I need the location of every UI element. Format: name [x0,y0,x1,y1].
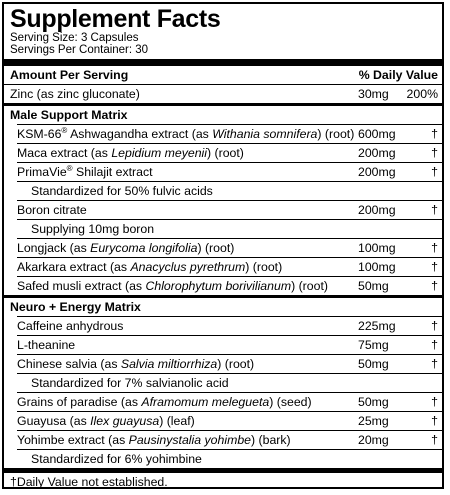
ingredient-amount: 25mg [358,414,389,428]
ingredient-name [17,393,312,411]
ingredient-name [17,258,282,276]
ingredient-amount: 100mg [358,241,396,255]
standardization-text: Supplying 10mg boron [31,222,155,236]
serving-size: Serving Size: 3 Capsules [10,32,139,44]
name-text: Maca extract (as [17,146,112,160]
ingredient-name [17,336,75,354]
ingredient-name [17,355,254,373]
neuro-matrix-title-row [4,298,442,316]
ingredient-row [4,317,442,335]
ingredient-row [4,355,442,373]
zinc-row [4,85,442,103]
plant-part: ) (leaf) [159,414,195,428]
ingredient-dv: † [431,146,438,160]
botanical-name: Lepidium meyenii [111,146,208,160]
ingredient-dv: † [431,338,438,352]
column-header-row [4,66,442,84]
botanical-name: Pausinystalia yohimbe [128,433,251,447]
botanical-name: Salvia miltiorrhiza [120,357,218,371]
ingredient-row [4,336,442,354]
standardization-row [4,220,442,238]
ingredient-dv: † [431,241,438,255]
ingredient-row [4,125,442,143]
name-text: Caffeine anhydrous [17,319,124,333]
plant-part: ) (root) [291,279,328,293]
plant-part: ) (root) [317,127,355,141]
name-text: Boron citrate [17,203,87,217]
ingredient-dv: † [431,127,438,141]
name-text: Grains of paradise (as [17,395,142,409]
ingredient-name [17,125,354,143]
daily-value-label: % Daily Value [358,68,438,82]
ingredient-dv: † [431,433,438,447]
ingredient-name [17,144,244,162]
footnote: †Daily Value not established. [10,475,168,489]
ingredient-name [17,277,328,295]
ingredient-dv: † [431,319,438,333]
plant-part: ) (root) [207,146,244,160]
ingredient-dv: † [431,260,438,274]
ingredient-amount: 50mg [358,279,389,293]
standardization-row [4,374,442,392]
plant-part: ) (bark) [251,433,291,447]
ingredient-row [4,258,442,276]
ingredient-row [4,163,442,181]
neuro-matrix-items [4,316,442,468]
supplement-facts-panel [2,2,444,489]
amount-per-serving-label: Amount Per Serving [10,68,129,82]
botanical-name: Aframomum melegueta [141,395,270,409]
matrix-title: Male Support Matrix [10,108,128,122]
plant-part: ) (seed) [269,395,312,409]
botanical-name: Chlorophytum borivilianum [145,279,292,293]
ingredient-name [17,239,234,257]
name-text: Akarkara extract (as [17,260,131,274]
plant-part: ) (root) [217,357,255,371]
name-text: Yohimbe extract (as [17,433,129,447]
ingredient-row [4,277,442,295]
name-text: L-theanine [17,338,76,352]
ingredient-amount: 75mg [358,338,389,352]
botanical-name: Eurycoma longifolia [90,241,198,255]
ingredient-name [17,163,153,181]
ingredient-row [4,393,442,411]
nutrient-name: Zinc (as zinc gluconate) [10,87,140,101]
ingredient-name [17,431,291,449]
matrix-title: Neuro + Energy Matrix [10,300,141,314]
ingredient-amount: 200mg [358,165,396,179]
ingredient-row [4,412,442,430]
ingredient-amount: 200mg [358,203,396,217]
ingredient-amount: 200mg [358,146,396,160]
standardization-text: Standardized for 7% salvianolic acid [31,376,229,390]
ingredient-name [17,412,195,430]
ingredient-amount: 50mg [358,357,389,371]
servings-per-container: Servings Per Container: 30 [10,44,149,56]
ingredient-amount: 50mg [358,395,389,409]
male-matrix-items [4,124,442,295]
standardization-row [4,450,442,468]
ingredient-dv: † [431,203,438,217]
ingredient-amount: 20mg [358,433,389,447]
botanical-name: Anacyclus pyrethrum [130,260,246,274]
name-text: Longjack (as [17,241,91,255]
standardization-text: Standardized for 6% yohimbine [31,452,202,466]
plant-part: ) (root) [245,260,283,274]
divider-thick [4,59,442,66]
name-text: Ashwagandha extract (as [67,127,213,141]
ingredient-row [4,144,442,162]
nutrient-amount: 30mg [358,87,389,101]
panel-title: Supplement Facts [10,5,221,33]
name-text: Safed musli extract (as [17,279,146,293]
male-matrix-title-row [4,106,442,124]
ingredient-amount: 600mg [358,127,396,141]
standardization-row [4,182,442,200]
ingredient-amount: 100mg [358,260,396,274]
ingredient-dv: † [431,279,438,293]
name-text: Shilajit extract [72,165,153,179]
name-text: PrimaVie [17,165,67,179]
name-text: Guayusa (as [17,414,91,428]
ingredient-amount: 225mg [358,319,396,333]
ingredient-dv: † [431,414,438,428]
ingredient-row [4,239,442,257]
name-text: KSM-66 [17,127,62,141]
ingredient-row [4,431,442,449]
plant-part: ) (root) [197,241,235,255]
registered-mark: ® [61,125,68,135]
ingredient-row [4,201,442,219]
ingredient-name [17,201,87,219]
nutrient-dv: 200% [406,87,438,101]
botanical-name: Withania somnifera [212,127,318,141]
standardization-text: Standardized for 50% fulvic acids [31,184,213,198]
ingredient-dv: † [431,395,438,409]
botanical-name: Ilex guayusa [90,414,160,428]
ingredient-dv: † [431,165,438,179]
ingredient-name [17,317,123,335]
name-text: Chinese salvia (as [17,357,121,371]
registered-mark: ® [66,163,73,173]
ingredient-dv: † [431,357,438,371]
